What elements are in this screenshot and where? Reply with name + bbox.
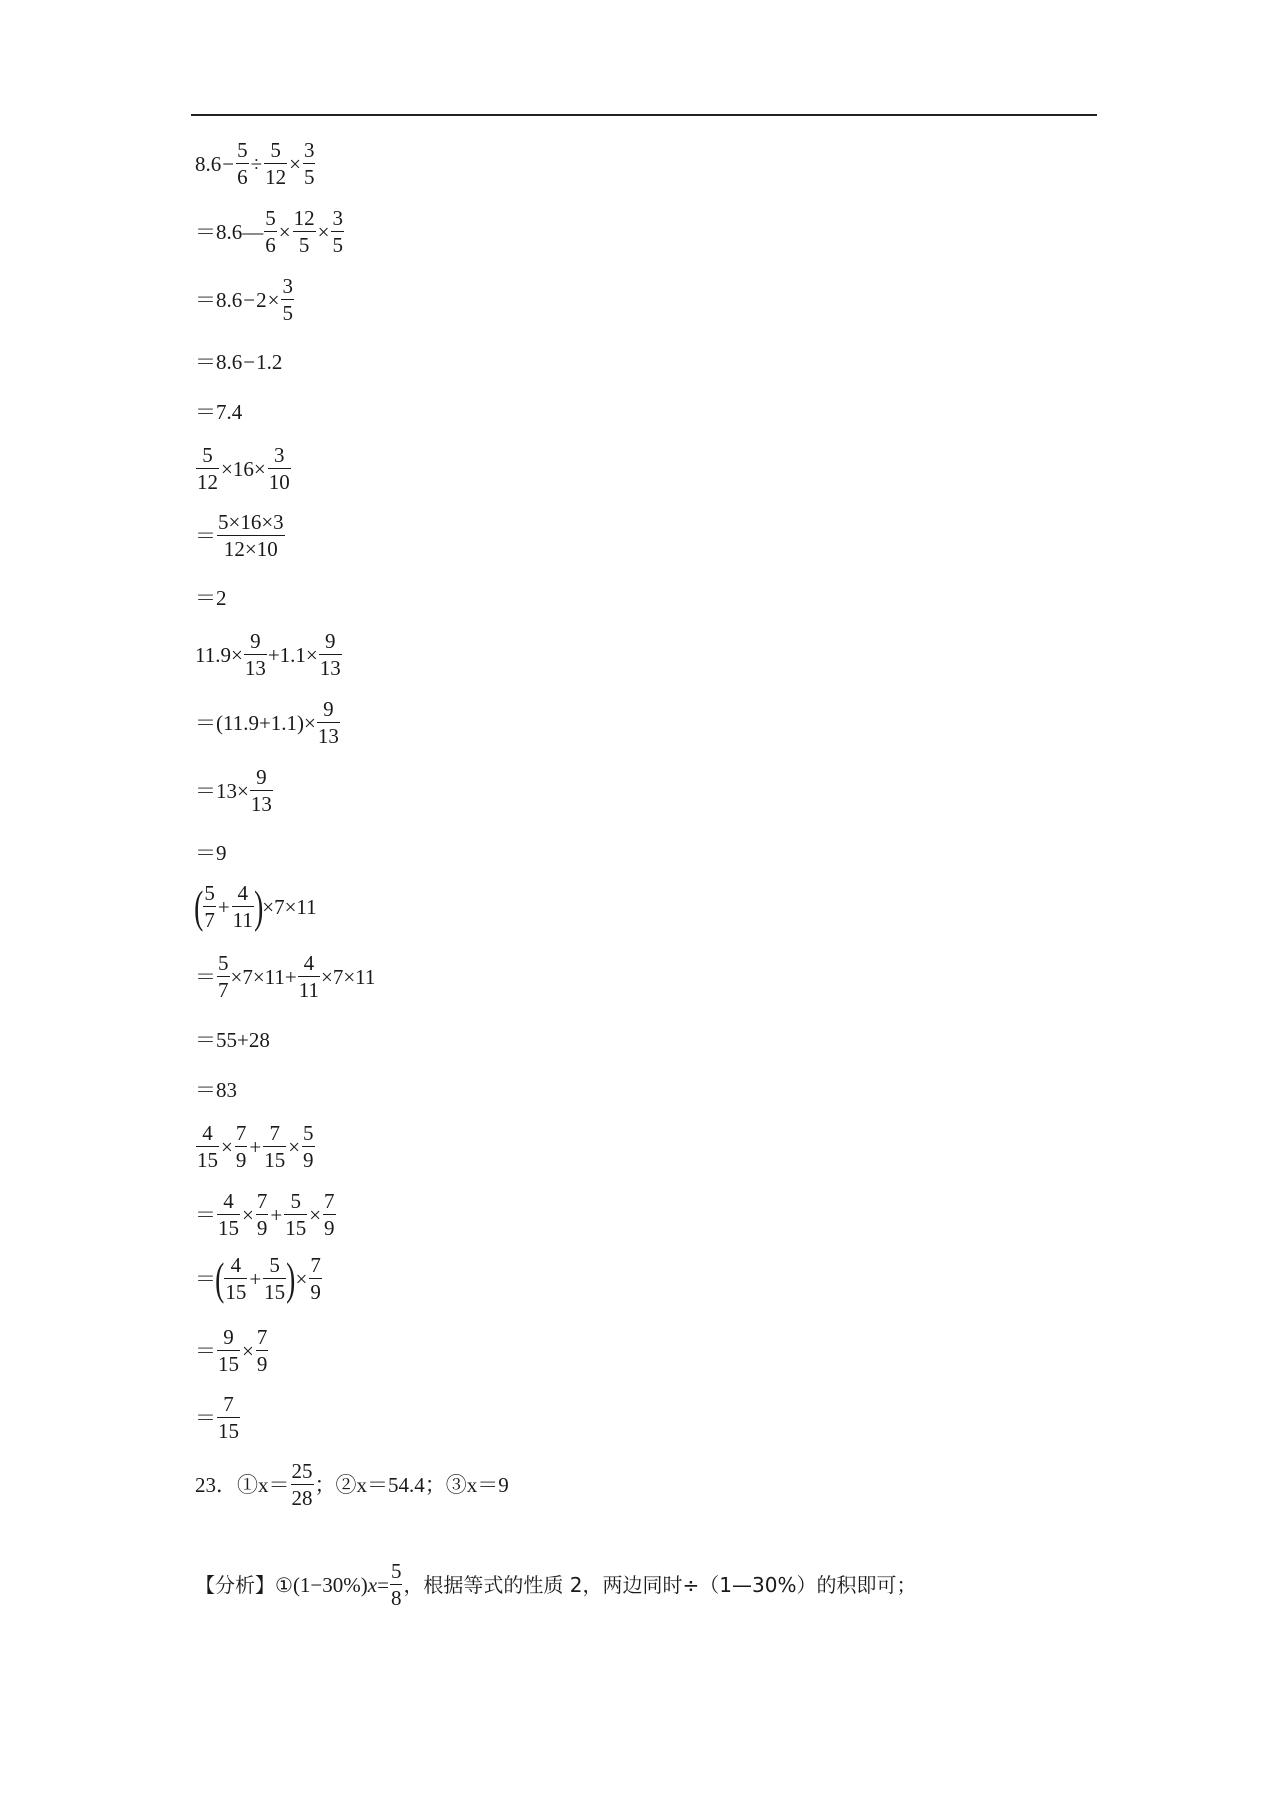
analysis-line: [195, 1561, 916, 1609]
denominator: 13: [250, 792, 272, 816]
numerator: 5: [270, 138, 281, 162]
calc-step: [195, 276, 295, 324]
numerator: 3: [303, 138, 315, 162]
math-text: ×: [221, 1134, 233, 1159]
numerator: 7: [324, 1189, 335, 1213]
calc-step: [195, 953, 375, 1001]
fraction: [268, 445, 291, 493]
fraction: [291, 1461, 314, 1509]
math-text: +: [270, 1202, 283, 1227]
math-text: +: [249, 1134, 262, 1159]
denominator: 6: [237, 165, 248, 189]
math-text: ×: [309, 1202, 322, 1227]
denominator: 9: [256, 1216, 268, 1240]
math-text: ＝8.6: [195, 350, 243, 374]
denominator: 12: [265, 165, 287, 189]
math-text: −: [243, 287, 256, 312]
numerator: 5: [390, 1559, 402, 1583]
numerator: 7: [256, 1325, 268, 1349]
calc-step: [195, 1030, 270, 1051]
fraction: [203, 883, 216, 931]
math-text: ＝: [195, 523, 216, 548]
parenthesis: ): [253, 881, 264, 932]
numerator: 5×16×3: [218, 510, 284, 534]
calc-step: [195, 1255, 323, 1303]
fraction: [256, 1327, 269, 1375]
numerator: 4: [237, 881, 249, 905]
math-text: +: [217, 894, 230, 919]
calc-step: [195, 699, 341, 747]
denominator: 9: [256, 1352, 268, 1376]
numerator: 9: [325, 629, 336, 653]
denominator: 13: [244, 656, 266, 680]
numerator: 7: [235, 1121, 247, 1145]
calc-step: [195, 208, 345, 256]
fraction: [323, 1191, 336, 1239]
fraction: [196, 445, 219, 493]
numerator: 4: [202, 1121, 213, 1145]
math-text: ×: [295, 1266, 308, 1291]
math-text: −: [222, 151, 235, 176]
denominator: 6: [265, 233, 276, 257]
fraction: [264, 140, 287, 188]
math-text: ×: [278, 219, 291, 244]
fraction: [217, 1191, 240, 1239]
math-text: ×: [242, 1338, 254, 1363]
denominator: 12×10: [217, 535, 285, 560]
math-text: ，根据等式的性质 2，两边同时÷（1—30%）的积即可；: [403, 1573, 917, 1597]
math-text: ＝7.4: [195, 400, 243, 424]
fraction: [317, 699, 340, 747]
numerator: 25: [291, 1459, 313, 1483]
math-text: 23．①x＝: [195, 1472, 290, 1497]
numerator: 7: [256, 1189, 268, 1213]
numerator: 4: [230, 1253, 242, 1277]
fraction: [263, 1255, 286, 1303]
fraction: [236, 140, 249, 188]
denominator: 11: [298, 978, 319, 1002]
math-text: ×7×11+: [230, 964, 297, 989]
math-text: ×: [289, 151, 301, 176]
math-text: ×: [242, 1202, 254, 1227]
denominator: 5: [293, 231, 316, 256]
denominator: 9: [310, 1280, 321, 1304]
numerator: 9: [256, 765, 267, 789]
fraction: [293, 208, 316, 256]
math-text: ×7×11: [262, 894, 317, 919]
numerator: 7: [269, 1121, 280, 1145]
denominator: 15: [264, 1280, 286, 1304]
calc-step: [195, 767, 274, 815]
numerator: 4: [223, 1189, 234, 1213]
fraction: [217, 1394, 240, 1442]
denominator: 7: [204, 908, 215, 932]
calc-step: [195, 588, 227, 609]
fraction: [302, 1123, 315, 1171]
calc-step: [195, 631, 343, 679]
fraction: [390, 1561, 403, 1609]
denominator: 15: [197, 1148, 218, 1172]
math-text: −: [243, 350, 256, 374]
parenthesis: (: [215, 1253, 225, 1304]
fraction: [244, 631, 267, 679]
calc-step: [195, 1123, 316, 1171]
math-text: ＝13×: [195, 778, 249, 803]
denominator: 5: [332, 233, 343, 257]
calc-step: [195, 1327, 269, 1375]
fraction: [235, 1123, 248, 1171]
numerator: 5: [202, 443, 213, 467]
numerator: 3: [282, 274, 293, 298]
numerator: 3: [332, 206, 343, 230]
math-text: ＝: [195, 1338, 216, 1363]
fraction: [281, 276, 294, 324]
calc-step: [195, 402, 242, 423]
math-text: 【分析】①: [195, 1573, 293, 1597]
math-text: 8.6: [195, 151, 222, 176]
math-text: 1.2: [256, 350, 283, 374]
math-text: x: [367, 1572, 378, 1597]
calc-step: [195, 140, 316, 188]
numerator: 9: [323, 697, 334, 721]
fraction: [303, 140, 316, 188]
calc-step: [195, 1080, 237, 1101]
denominator: 13: [317, 724, 339, 748]
calc-step: [195, 1191, 337, 1239]
math-text: ＝: [195, 1202, 216, 1227]
math-text: ÷: [250, 151, 263, 176]
numerator: 5: [265, 206, 276, 230]
math-text: ＝(11.9+1.1)×: [195, 710, 316, 735]
denominator: 11: [232, 908, 253, 932]
numerator: 5: [303, 1121, 314, 1145]
fraction: [298, 953, 320, 1001]
numerator: 7: [223, 1392, 234, 1416]
math-text: ＝8.6—: [195, 219, 264, 244]
header-rule: [191, 114, 1097, 116]
fraction: [284, 1191, 307, 1239]
fraction: [217, 953, 230, 1001]
fraction: [263, 1123, 286, 1171]
numerator: 5: [204, 881, 215, 905]
fraction: [196, 1123, 219, 1171]
numerator: 9: [223, 1325, 234, 1349]
numerator: 3: [273, 443, 285, 467]
math-text: ×: [317, 219, 330, 244]
numerator: 5: [269, 1253, 280, 1277]
denominator: 15: [225, 1280, 247, 1304]
math-text: ＝2: [195, 586, 227, 610]
calc-step: [195, 883, 317, 931]
denominator: 8: [390, 1586, 402, 1610]
numerator: 12: [293, 206, 315, 230]
math-text: ＝: [195, 1405, 216, 1430]
math-text: ×: [288, 1134, 301, 1159]
fraction: [309, 1255, 322, 1303]
denominator: 7: [218, 978, 229, 1002]
math-text: +: [249, 1266, 262, 1291]
math-text: ＝55+28: [195, 1028, 270, 1052]
fraction: [232, 883, 254, 931]
fraction: [264, 208, 277, 256]
denominator: 28: [291, 1486, 313, 1510]
math-text: ＝8.6: [195, 287, 243, 312]
math-text: 11.9×: [195, 642, 243, 667]
denominator: 13: [319, 656, 341, 680]
denominator: 15: [218, 1216, 239, 1240]
answer-line: [195, 1461, 509, 1509]
denominator: 15: [218, 1419, 239, 1443]
parenthesis: (: [194, 881, 204, 932]
math-text: ；②x＝54.4；③x＝9: [314, 1472, 509, 1497]
numerator: 5: [290, 1189, 301, 1213]
parenthesis: ): [286, 1253, 296, 1304]
math-text: +1.1×: [267, 642, 318, 667]
denominator: 9: [235, 1148, 247, 1172]
math-text: ×: [267, 287, 280, 312]
numerator: 9: [250, 629, 261, 653]
math-text: ＝9: [195, 841, 227, 865]
fraction: [217, 512, 285, 560]
denominator: 15: [218, 1352, 239, 1376]
numerator: 7: [310, 1253, 321, 1277]
fraction: [250, 767, 273, 815]
math-text: (1−30%): [292, 1572, 368, 1597]
fraction: [319, 631, 342, 679]
denominator: 15: [264, 1148, 286, 1172]
calc-step: [195, 512, 286, 560]
calc-step: [195, 1394, 241, 1442]
math-text: ＝83: [195, 1078, 237, 1102]
calc-step: [195, 843, 227, 864]
math-text: =: [377, 1572, 389, 1597]
denominator: 9: [324, 1216, 335, 1240]
fraction: [256, 1191, 269, 1239]
math-text: ＝: [195, 964, 216, 989]
numerator: 4: [303, 951, 315, 975]
fraction: [217, 1327, 240, 1375]
calc-step: [195, 352, 282, 373]
math-text: ×7×11: [321, 964, 376, 989]
denominator: 12: [197, 470, 218, 494]
denominator: 10: [268, 470, 290, 494]
math-text: ＝: [195, 1266, 216, 1291]
fraction: [331, 208, 344, 256]
math-text: ×16×: [221, 456, 266, 481]
denominator: 9: [303, 1148, 314, 1172]
denominator: 5: [282, 301, 293, 325]
calc-step: [195, 445, 292, 493]
numerator: 5: [237, 138, 248, 162]
denominator: 5: [303, 165, 315, 189]
math-text: 2: [256, 287, 267, 312]
fraction: [224, 1255, 247, 1303]
numerator: 5: [218, 951, 229, 975]
denominator: 15: [285, 1216, 307, 1240]
